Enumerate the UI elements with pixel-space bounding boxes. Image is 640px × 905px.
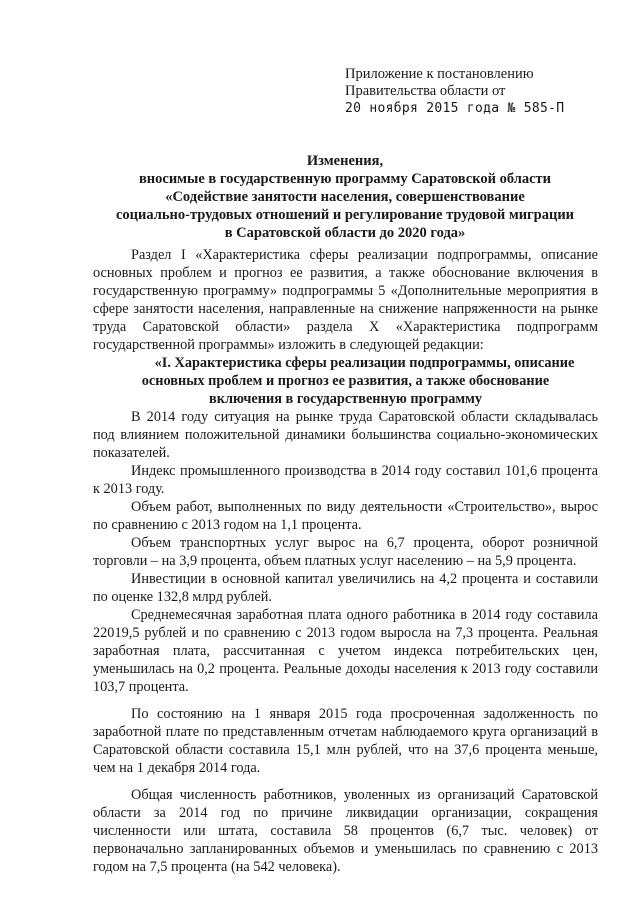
title-line-4: социально-трудовых отношений и регулирование трудовой миграции [115,207,575,223]
paragraph-7: Среднемесячная заработная плата одного работника в 2014 году составила 22019,5 рублей и по сравнению с 2013 годом выросла на 7,3 процента. Реальная заработная плата, рассчитанная с учетом индекса потребительских цен, уменьшилась на 0,2 процента. Реальные доходы населения к 2013 году составили 103,7 процента. [93,607,598,695]
paragraph-6: Инвестиции в основной капитал увеличились на 4,2 процента и составили по оценке 132,8 млрд рублей. [93,571,598,605]
paragraph-4: Объем работ, выполненных по виду деятельности «Строительство», вырос по сравнению с 2013 годом на 1,1 процента. [93,499,598,533]
title-line-1: Изменения, [306,153,384,169]
document-title [80,152,610,242]
paragraph-9: Общая численность работников, уволенных из организаций Саратовской области за 2014 год по причине ликвидации организации, сокращения численности или штата, составила 58 процентов (6,7 тыс. человек) от первоначально запланированных объемов и уменьшилась по сравнению с 2013 годом на 7,5 процента (на 542 человека). [93,787,598,875]
title-line-5: в Саратовской области до 2020 года» [224,225,466,241]
header-line-3-date-number: 20 ноября 2015 года № 585-П [345,101,565,116]
title-line-2: вносимые в государственную программу Саратовской области [138,171,552,187]
paragraph-8: По состоянию на 1 января 2015 года просроченная задолженность по заработной плате по представленным отчетам наблюдаемого круга организаций в Саратовской области составила 15,1 млн рублей, что на 37,6 процента меньше, чем на 1 декабря 2014 года. [93,706,598,776]
title-line-3: «Содействие занятости населения, совершенствование [165,189,525,205]
paragraph-3: Индекс промышленного производства в 2014 году составил 101,6 процента к 2013 году. [93,463,598,497]
header-line-1: Приложение к постановлению [345,66,534,82]
paragraph-5: Объем транспортных услуг вырос на 6,7 процента, оборот розничной торговли – на 3,9 процента, объем платных услуг населению – на 5,9 процента. [93,535,598,569]
header-line-2: Правительства области от [345,83,506,99]
paragraph-1: Раздел I «Характеристика сферы реализации подпрограммы, описание основных проблем и прогноз ее развития, а также обоснование включения в государственную программу» подпрограммы 5 «Дополнительные мероприятия в сфере занятости населения, направленные на снижение напряженности на рынке труда Саратовской области» раздела X «Характеристика подпрограмм государственной программы» изложить в следующей редакции: [93,247,598,353]
paragraph-2: В 2014 году ситуация на рынке труда Саратовской области складывалась под влиянием положительной динамики большинства социально-экономических показателей. [93,409,598,461]
document-body [93,246,598,876]
section-subtitle: «I. Характеристика сферы реализации подпрограммы, описание основных проблем и прогноз ее развития, а также обоснование включения в государственную программу [141,355,575,407]
approval-header [345,66,615,117]
